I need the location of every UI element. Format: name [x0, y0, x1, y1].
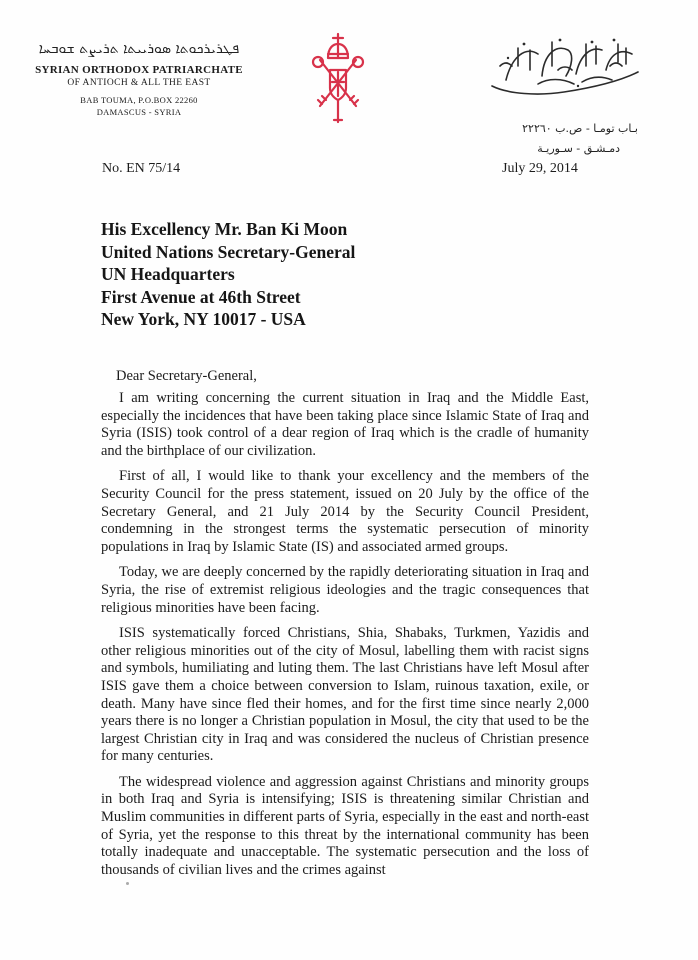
salutation: Dear Secretary-General, [116, 368, 257, 384]
letterhead-right [478, 36, 648, 155]
organization-name: SYRIAN ORTHODOX PATRIARCHATE [35, 64, 243, 76]
address-line-2: DAMASCUS - SYRIA [96, 107, 182, 117]
addressee-block [101, 218, 355, 331]
reference-number: No. EN 75/14 [102, 161, 181, 176]
arabic-calligraphy-logo [478, 36, 648, 100]
scan-speck [126, 882, 129, 885]
addressee-line: His Excellency Mr. Ban Ki Moon [101, 219, 348, 239]
letterhead-left [34, 40, 244, 117]
arabic-address-line-2: دمـشـق - سـوريـة [537, 142, 620, 155]
letter-body [101, 390, 589, 887]
addressee-line: UN Headquarters [101, 264, 235, 284]
addressee-line: New York, NY 10017 - USA [101, 309, 306, 329]
address-line-1: BAB TOUMA, P.O.BOX 22260 [80, 95, 198, 105]
body-paragraph: Today, we are deeply concerned by the rapidly deteriorating situation in Iraq and Syria, the rise of extremist religious ideologies and the tragic consequences that religious minorities have been facing. [101, 564, 589, 616]
body-paragraph: ISIS systematically forced Christians, Shia, Shabaks, Turkmen, Yazidis and other religious minorities out of the city of Mosul, labelling them with racist signs and symbols, humiliating and luting them. The last Christians have left Mosul after ISIS gave them a choice between conversion to Islam, ruinous taxation, exile, or death. Many have since fled their homes, and for the first time since nearly 2,000 years there is no longer a Christian population in Mosul, the city that used to be the largest Christian city in Iraq and was considered the nucleus of Christian presence for many centuries. [101, 625, 589, 765]
body-paragraph: The widespread violence and aggression against Christians and minority groups in both Iraq and Syria is intensifying; ISIS is threatening similar Christian and Muslim communities in different parts of Syria, especially in the east and north-east of Syria, yet the response to this threat by the international community has been totally inadequate and unacceptable. The systematic persecution and the loss of thousands of civilian lives and the crimes against [101, 773, 589, 878]
body-paragraph: I am writing concerning the current situation in Iraq and the Middle East, especially the incidences that have been taking place since Islamic State of Iraq and Syria (ISIS) took control of a dear region of Iraq which is the cradle of humanity and the birthplace of our civilization. [101, 390, 589, 459]
patriarchate-emblem-icon [306, 30, 370, 130]
addressee-line: United Nations Secretary-General [101, 241, 356, 262]
letter-date: July 29, 2014 [502, 161, 578, 176]
organization-subtitle: OF ANTIOCH & ALL THE EAST [67, 78, 211, 88]
arabic-address-line-1: بـاب تومـا - ص.ب ٢٢٢٦٠ [522, 122, 638, 135]
addressee-line: First Avenue at 46th Street [101, 286, 301, 307]
body-paragraph: First of all, I would like to thank your excellency and the members of the Security Council for the press statement, issued on 20 July by the office of the Secretary General, and 21 July 2014 by the Security Council President, condemning in the strongest terms the systematic persecution of minority populations in Iraq by Islamic State (IS) and associated armed groups. [101, 468, 589, 555]
syriac-title: ܦܛܪܝܪܟܘܬܐ ܣܘܪܝܝܬܐ ܬܪܝܨܬ ܫܘܒܚܐ [38, 41, 240, 57]
